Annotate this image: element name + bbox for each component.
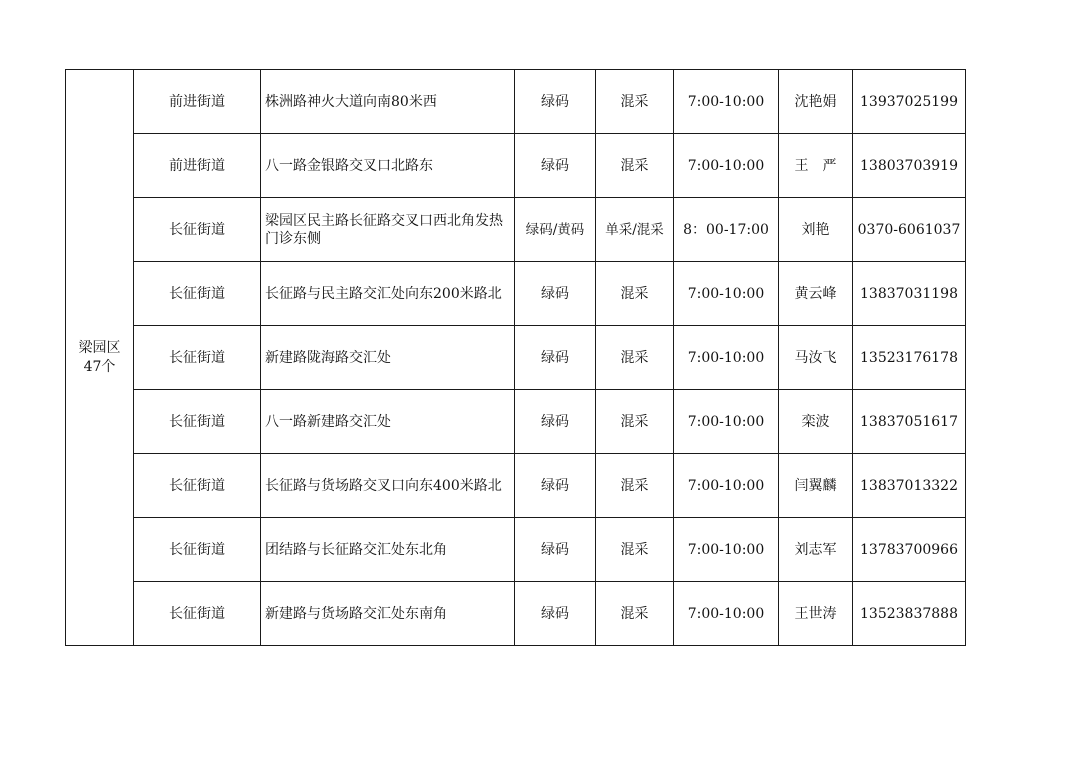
sampling-method-cell: 混采: [596, 326, 674, 390]
sampling-method-cell: 混采: [596, 518, 674, 582]
table-body: [66, 70, 966, 646]
contact-cell: 王 严: [779, 134, 853, 198]
phone-cell: 13937025199: [853, 70, 966, 134]
address-cell: 新建路与货场路交汇处东南角: [261, 582, 515, 646]
district-count: 47个: [83, 358, 116, 375]
phone-cell: 13837051617: [853, 390, 966, 454]
address-cell: 株洲路神火大道向南80米西: [261, 70, 515, 134]
sampling-method-cell: 单采/混采: [596, 198, 674, 262]
time-cell: 7:00-10:00: [674, 518, 779, 582]
sampling-method-cell: 混采: [596, 70, 674, 134]
phone-cell: 13523837888: [853, 582, 966, 646]
table-row: [66, 262, 966, 326]
street-cell: 前进街道: [134, 134, 261, 198]
street-cell: 长征街道: [134, 262, 261, 326]
table-row: [66, 70, 966, 134]
address-cell: 新建路陇海路交汇处: [261, 326, 515, 390]
health-code-cell: 绿码: [515, 262, 596, 326]
contact-cell: 王世涛: [779, 582, 853, 646]
address-cell: 长征路与货场路交叉口向东400米路北: [261, 454, 515, 518]
street-cell: 长征街道: [134, 198, 261, 262]
sampling-method-cell: 混采: [596, 262, 674, 326]
contact-cell: 马汝飞: [779, 326, 853, 390]
phone-cell: 13837031198: [853, 262, 966, 326]
phone-cell: 0370-6061037: [853, 198, 966, 262]
time-cell: 7:00-10:00: [674, 454, 779, 518]
sampling-method-cell: 混采: [596, 134, 674, 198]
district-name: 梁园区: [78, 339, 121, 356]
table-row: [66, 326, 966, 390]
street-cell: 长征街道: [134, 326, 261, 390]
table-row: [66, 198, 966, 262]
time-cell: 7:00-10:00: [674, 70, 779, 134]
table-row: [66, 454, 966, 518]
time-cell: 7:00-10:00: [674, 390, 779, 454]
phone-cell: 13837013322: [853, 454, 966, 518]
contact-cell: 黄云峰: [779, 262, 853, 326]
street-cell: 前进街道: [134, 70, 261, 134]
time-cell: 8：00-17:00: [674, 198, 779, 262]
health-code-cell: 绿码: [515, 454, 596, 518]
health-code-cell: 绿码: [515, 326, 596, 390]
time-cell: 7:00-10:00: [674, 134, 779, 198]
street-cell: 长征街道: [134, 582, 261, 646]
time-cell: 7:00-10:00: [674, 582, 779, 646]
contact-cell: 栾波: [779, 390, 853, 454]
health-code-cell: 绿码: [515, 582, 596, 646]
address-cell: 八一路金银路交叉口北路东: [261, 134, 515, 198]
contact-cell: 刘艳: [779, 198, 853, 262]
address-cell: 梁园区民主路长征路交叉口西北角发热门诊东侧: [261, 198, 515, 262]
street-cell: 长征街道: [134, 390, 261, 454]
phone-cell: 13783700966: [853, 518, 966, 582]
address-cell: 团结路与长征路交汇处东北角: [261, 518, 515, 582]
street-cell: 长征街道: [134, 454, 261, 518]
health-code-cell: 绿码: [515, 134, 596, 198]
testing-sites-table: [65, 69, 966, 646]
table-row: [66, 518, 966, 582]
health-code-cell: 绿码: [515, 70, 596, 134]
time-cell: 7:00-10:00: [674, 326, 779, 390]
health-code-cell: 绿码: [515, 390, 596, 454]
address-cell: 八一路新建路交汇处: [261, 390, 515, 454]
table-row: [66, 134, 966, 198]
time-cell: 7:00-10:00: [674, 262, 779, 326]
table-row: [66, 582, 966, 646]
health-code-cell: 绿码: [515, 518, 596, 582]
table-row: [66, 390, 966, 454]
phone-cell: 13803703919: [853, 134, 966, 198]
street-cell: 长征街道: [134, 518, 261, 582]
address-cell: 长征路与民主路交汇处向东200米路北: [261, 262, 515, 326]
contact-cell: 沈艳娟: [779, 70, 853, 134]
contact-cell: 闫翼麟: [779, 454, 853, 518]
sampling-method-cell: 混采: [596, 454, 674, 518]
phone-cell: 13523176178: [853, 326, 966, 390]
district-cell: [66, 70, 134, 646]
health-code-cell: 绿码/黄码: [515, 198, 596, 262]
sampling-method-cell: 混采: [596, 390, 674, 454]
sampling-method-cell: 混采: [596, 582, 674, 646]
contact-cell: 刘志军: [779, 518, 853, 582]
